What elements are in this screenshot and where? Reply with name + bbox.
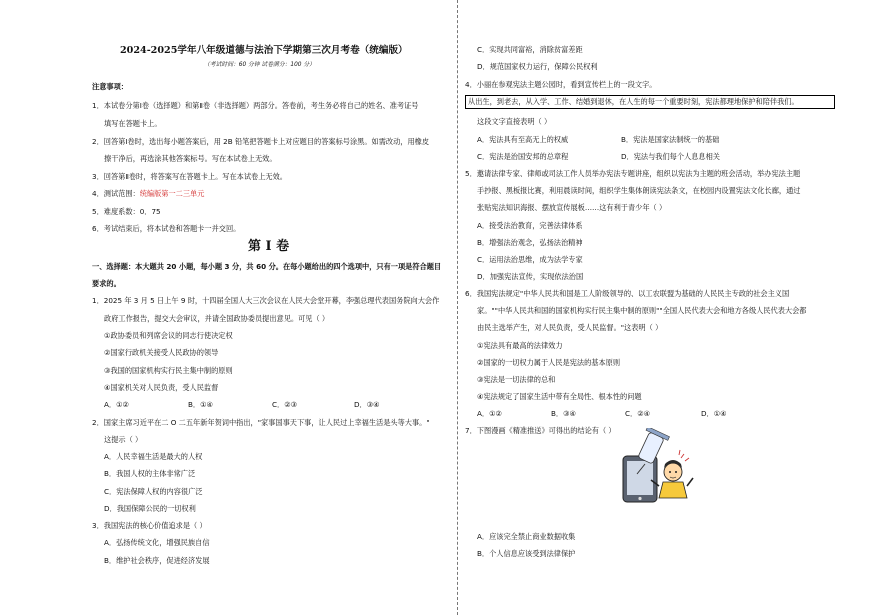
cartoon-precise-push-image (615, 428, 697, 506)
q6-stem: 6．我国宪法规定"中华人民共和国是工人阶级领导的、以工农联盟为基础的人民民主专政的社会主义国 (465, 289, 790, 298)
note-1-cont: 填写在答题卡上。 (104, 119, 162, 128)
note-2: 2．回答第Ⅰ卷时，选出每小题答案后，用 2B 铅笔把答题卡上对应题目的答案标号涂黑。如需改动，用橡皮 (92, 137, 430, 146)
q1-option-b: B．①④ (188, 400, 214, 409)
q1-statement-1: ①政协委员和列席会议的同志行使决定权 (104, 331, 233, 340)
section-title: 第 Ⅰ 卷 (248, 239, 290, 254)
note-4 (92, 189, 204, 198)
q7-option-b: B．个人信息应该受到法律保护 (477, 549, 576, 558)
q5-option-a: A．接受法治教育，完善法律体系 (477, 221, 583, 230)
q4-stem: 4．小丽在参观宪法主题公园时，看到宣传栏上的一段文字。 (465, 80, 657, 89)
note-1: 1．本试卷分第Ⅰ卷（选择题）和第Ⅱ卷（非选择题）两部分。答卷前，考生务必将自己的姓名、准考证号 (92, 101, 419, 110)
right-column (465, 0, 847, 615)
note-6: 6．考试结束后，将本试卷和答题卡一并交回。 (92, 224, 241, 233)
q3-option-b: B．维护社会秩序，促进经济发展 (104, 556, 210, 565)
q4-option-a: A．宪法具有至高无上的权威 (477, 135, 569, 144)
note-5: 5．难度系数：0．75 (92, 207, 161, 216)
q6-stem-cont-2: 由民主选举产生，对人民负责，受人民监督。"这表明（ ） (477, 323, 663, 332)
q3-stem: 3．我国宪法的核心价值追求是（ ） (92, 521, 207, 530)
q2-option-b: B．我国人权的主体非常广泛 (104, 469, 196, 478)
q4-option-b: B．宪法是国家法制统一的基础 (621, 135, 720, 144)
q1-option-d: D．③④ (354, 400, 380, 409)
q1-option-a: A．①② (104, 400, 129, 409)
exam-subtitle: （考试时间：60 分钟 试卷满分：100 分） (204, 62, 315, 68)
q3-option-a: A．弘扬传统文化，增强民族自信 (104, 538, 210, 547)
q1-stem-cont: 政府工作报告，提交大会审议，并请全国政协委员提出意见。可见（ ） (104, 314, 330, 323)
q6-option-c: C．②④ (625, 409, 651, 418)
column-divider (457, 0, 458, 615)
q1-stem: 1．2025 年 3 月 5 日上午 9 时，十四届全国人大三次会议在人民大会堂开幕，李强总理代表国务院向大会作 (92, 296, 440, 305)
q6-statement-2: ②国家的一切权力属于人民是宪法的基本原则 (477, 358, 621, 367)
q5-option-c: C．运用法治思维，成为法学专家 (477, 255, 583, 264)
q1-statement-2: ②国家行政机关接受人民政协的领导 (104, 348, 219, 357)
q6-option-a: A．①② (477, 409, 502, 418)
dizzy-marks-icon (679, 450, 689, 461)
q6-option-d: D．①④ (701, 409, 727, 418)
left-column (92, 0, 450, 615)
q3-option-c: C．实现共同富裕，消除贫富差距 (477, 45, 583, 54)
notes-heading: 注意事项： (92, 82, 128, 91)
note-3: 3．回答第Ⅱ卷时，将答案写在答题卡上。写在本试卷上无效。 (92, 172, 287, 181)
q2-option-a: A．人民幸福生活是最大的人权 (104, 452, 203, 461)
exam-title: 2024-2025学年八年级道德与法治下学期第三次月考卷（统编版） (120, 45, 408, 56)
q5-stem-cont-2: 张贴宪法知识海报、摆放宣传展板……这有利于青少年（ ） (477, 203, 667, 212)
q1-option-c: C．②③ (272, 400, 298, 409)
q5-stem-cont-1: 手抄报、黑板报比赛，利用晨读时间，组织学生集体朗读宪法条文，在校园内设置宪法文化长廊，通过 (477, 186, 801, 195)
q6-statement-1: ①宪法具有最高的法律效力 (477, 341, 563, 350)
q5-stem: 5．邀请法律专家、律师或司法工作人员举办宪法专题讲座，组织以宪法为主题的班会活动，举办宪法主题 (465, 169, 801, 178)
note-2-cont: 擦干净后，再选涂其他答案标号。写在本试卷上无效。 (104, 154, 277, 163)
q6-statement-3: ③宪法是一切法律的总和 (477, 375, 556, 384)
q4-option-c: C．宪法是治国安邦的总章程 (477, 152, 569, 161)
q6-stem-cont-1: 家。""中华人民共和国的国家机构实行民主集中制的原则""全国人民代表大会和地方各级人民代表大会都 (477, 306, 807, 315)
q2-option-d: D．我国保障公民的一切权利 (104, 504, 196, 513)
q2-stem-cont: 这提示（ ） (104, 435, 143, 444)
q7-stem: 7．下图漫画《精准推送》可得出的结论有（ ） (465, 426, 616, 435)
q2-option-c: C．宪法保障人权的内容很广泛 (104, 487, 203, 496)
section-intro-cont: 要求的。 (92, 279, 121, 288)
q5-option-d: D．加强宪法宣传，实现依法治国 (477, 272, 584, 281)
note-4-label: 4．测试范围： (92, 189, 140, 198)
q5-option-b: B．增强法治观念，弘扬法治精神 (477, 238, 583, 247)
q4-option-d: D．宪法与我们每个人息息相关 (621, 152, 720, 161)
q6-statement-4: ④宪法规定了国家生活中带有全局性、根本性的问题 (477, 392, 642, 401)
q7-option-a: A．应该完全禁止商业数据收集 (477, 532, 576, 541)
q2-stem: 2．国家主席习近平在二 O 二五年新年贺词中指出，"家事国事天下事，让人民过上幸福生活是头等大事。" (92, 418, 430, 427)
q4-quote-text: 从出生，到老去，从入学、工作、结婚到退休，在人生的每一个重要时刻，宪法都理地保护和陪伴我们。 (468, 97, 799, 106)
q6-option-b: B．③④ (551, 409, 577, 418)
section-intro: 一、选择题：本大题共 20 小题，每小题 3 分，共 60 分。在每小题给出的四个选项中，只有一项是符合题目 (92, 262, 442, 271)
test-scope: 统编版第一二三单元 (139, 189, 205, 198)
q1-statement-4: ④国家机关对人民负责，受人民监督 (104, 383, 219, 392)
q3-option-d: D．规范国家权力运行，保障公民权利 (477, 62, 598, 71)
q1-statement-3: ③我国的国家机构实行民主集中制的原则 (104, 366, 233, 375)
q4-stem-cont: 这段文字直接表明（ ） (477, 117, 552, 126)
